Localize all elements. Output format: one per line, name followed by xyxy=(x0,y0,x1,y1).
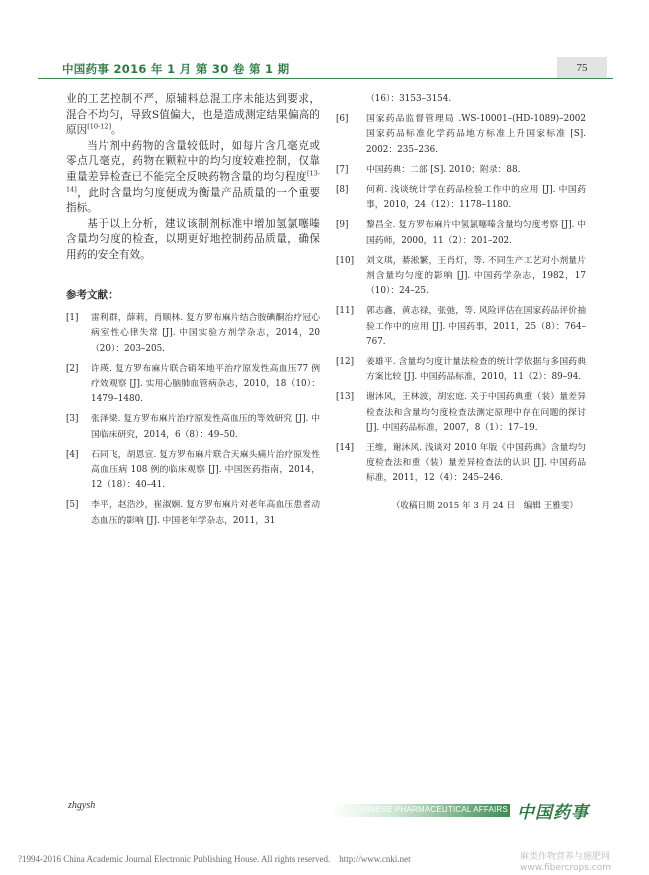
reference-item xyxy=(336,112,586,158)
reference-text: 雷利群，薛莉，肖顺林. 复方罗布麻片结合胺碘酮治疗冠心病室性心律失常 [J]. 中国实验方剂学杂志，2014，20（20）：203–205. xyxy=(91,313,320,354)
reference-number: [13] xyxy=(336,392,355,403)
citation: [10-12] xyxy=(87,122,111,131)
body-paragraph xyxy=(66,217,320,264)
reference-number: [12] xyxy=(336,357,355,368)
watermark xyxy=(520,852,611,874)
reference-text: 张泽梁. 复方罗布麻片治疗原发性高血压的等效研究 [J]. 中国临床研究，2014，6（8）：49–50. xyxy=(91,414,320,440)
body-paragraph xyxy=(66,92,320,139)
reference-number: [7] xyxy=(336,164,349,175)
reference-item xyxy=(66,311,320,357)
watermark-line: 麻类作物营养与施肥网 xyxy=(520,852,611,862)
journal-issue-title: 中国药事 2016 年 1 月 第 30 卷 第 1 期 xyxy=(62,62,290,76)
copyright-line: ?1994-2016 China Academic Journal Electronic Publishing House. All rights reserved. http://www.cnki.net xyxy=(18,854,411,864)
right-column xyxy=(336,92,586,514)
reference-item xyxy=(336,355,586,385)
paragraph-text: 业的工艺控制不严，原辅料总混工序未能达到要求，混合不均匀，导致S值偏大，也是造成测定结果偏高的原因 xyxy=(66,93,320,137)
reference-number: [14] xyxy=(336,443,355,454)
footer-pinyin: zhgysh xyxy=(68,800,96,811)
reference-item xyxy=(66,498,320,528)
reference-number: [5] xyxy=(66,500,79,511)
reference-number: [3] xyxy=(66,414,79,425)
reference-text: 许瑛. 复方罗布麻片联合硝苯地平治疗原发性高血压77 例疗效观察 [J]. 实用心脑肺血管病杂志，2010，18（10）：1479–1480. xyxy=(91,363,320,405)
reference-number: [8] xyxy=(336,185,349,196)
reference-item xyxy=(336,441,586,487)
reference-text: 何莉. 浅谈统计学在药品检验工作中的应用 [J]. 中国药事，2010，24（12）：1178–1180. xyxy=(366,185,586,211)
references-heading: 参考文献： xyxy=(66,288,119,301)
header-divider xyxy=(38,78,613,79)
paragraph-text: 当片剂中药物的含量较低时，如每片含几毫克或零点几毫克，药物在颗粒中的均匀度较难控制，仅靠重量差异检查已不能完全反映药物含量的均匀程度 xyxy=(66,139,320,183)
reference-continuation: （16）：3153–3154. xyxy=(366,94,452,104)
reference-text: 郭志鑫，黄志禄，张弛，等. 风险评估在国家药品评价抽验工作中的应用 [J]. 中国药事，2011，25（8）：764–767. xyxy=(366,306,586,347)
citation: [13-14] xyxy=(66,169,320,194)
received-date-note: （收稿日期 2015 年 3 月 24 日 编辑 王雅雯） xyxy=(391,500,578,511)
reference-text: 国家药品监督管理局 .WS-10001–(HD-1089)–2002 国家药品标准化学药品地方标准上升国家标准 [S]. 2002：235–236. xyxy=(366,114,586,155)
paragraph-tail: 。 xyxy=(111,124,122,137)
reference-item xyxy=(66,448,320,494)
reference-text: 中国药典：二部 [S]. 2010；附录：88. xyxy=(366,164,521,175)
footer-english-title: CHINESE PHARMACEUTICAL AFFAIRS xyxy=(355,805,508,814)
reference-item xyxy=(336,390,586,436)
reference-number: [6] xyxy=(336,114,349,125)
reference-item xyxy=(66,362,320,408)
reference-item xyxy=(336,304,586,350)
reference-text: 王维，谢沐风. 浅谈对 2010 年版《中国药典》含量均匀度检查法和重（装）量差异检查法的认识 [J]. 中国药品标准，2011，12（4）：245–246. xyxy=(366,443,586,484)
reference-item xyxy=(336,163,586,178)
reference-text: 姜雄平. 含量均匀度计量法检查的统计学依据与多国药典方案比较 [J]. 中国药品标准，2010，11（2）：89–94. xyxy=(366,357,586,383)
reference-number: [1] xyxy=(66,313,79,324)
reference-number: [2] xyxy=(66,363,79,374)
journal-logo: 中国药事 xyxy=(517,803,589,823)
reference-text: 谢沐风，王林波，胡宏庭. 关于中国药典重（装）量差异检查法和含量均匀度检查法测定原理中存在问题的探讨 [J]. 中国药品标准，2007，8（1）：17–19. xyxy=(366,392,586,433)
reference-item xyxy=(66,412,320,442)
reference-item xyxy=(336,218,586,248)
paragraph-tail: ，此时含量均匀度便成为衡量产品质量的一个重要指标。 xyxy=(66,186,320,215)
running-header xyxy=(38,58,613,80)
reference-item xyxy=(336,183,586,213)
body-paragraph xyxy=(66,139,320,217)
reference-text: 黎昌全. 复方罗布麻片中氢氯噻嗪含量均匀度考察 [J]. 中国药师，2000，11（2）：201–202. xyxy=(366,220,586,246)
reference-number: [4] xyxy=(66,449,79,460)
page-number: 75 xyxy=(557,57,607,79)
reference-number: [9] xyxy=(336,220,349,231)
reference-item xyxy=(336,254,586,300)
paragraph-text: 基于以上分析，建议该制剂标准中增加氢氯噻嗪含量均匀度的检查，以期更好地控制药品质量，确保用药的安全有效。 xyxy=(66,217,320,261)
left-column xyxy=(66,92,320,534)
reference-text: 刘文琪，綦淞繁，王肖灯，等. 不同生产工艺对小剂量片剂含量均匀度的影响 [J]. 中国药学杂志，1982，17（10）：24–25. xyxy=(366,255,586,297)
reference-text: 石同飞，胡恩宣. 复方罗布麻片联合天麻头痛片治疗原发性高血压病 108 例的临床观察 [J]. 中国医药指南，2014，12（18）：40–41. xyxy=(91,449,320,491)
reference-text: 李平，赵浩沙，崔淑娴. 复方罗布麻片对老年高血压患者动态血压的影响 [J]. 中国老年学杂志，2011，31 xyxy=(91,500,320,526)
reference-number: [10] xyxy=(336,255,355,266)
reference-number: [11] xyxy=(336,306,355,317)
watermark-line: www.fibercrops.com xyxy=(520,863,611,873)
